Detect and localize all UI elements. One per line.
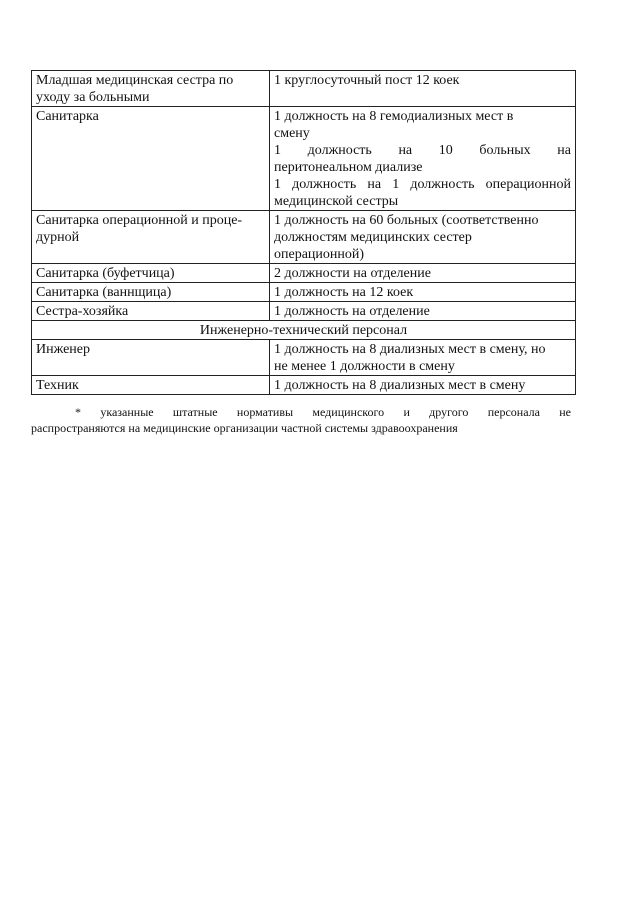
table-row — [32, 107, 576, 211]
footnote-line: распространяются на медицинские организации частной системы здравоохранения — [31, 421, 458, 435]
norm-cell — [270, 264, 576, 283]
position-cell — [32, 376, 270, 395]
position-text: дурной — [36, 230, 80, 245]
position-cell — [32, 71, 270, 107]
section-header: Инженерно-технический персонал — [32, 321, 576, 340]
norm-text: 1 должность на 8 диализных мест в смену — [274, 378, 526, 393]
table-row — [32, 302, 576, 321]
position-cell — [32, 283, 270, 302]
position-text: Младшая медицинская сестра по — [36, 73, 234, 88]
position-text: уходу за больными — [36, 90, 150, 105]
norm-cell — [270, 211, 576, 264]
position-text: Техник — [36, 378, 79, 393]
position-cell — [32, 264, 270, 283]
norm-cell — [270, 107, 576, 211]
footnote — [31, 404, 571, 436]
position-text: Санитарка — [36, 109, 99, 124]
norm-cell — [270, 376, 576, 395]
table-row — [32, 211, 576, 264]
norm-text: смену — [274, 126, 310, 141]
norm-text: 1 должность на 12 коек — [274, 285, 414, 300]
norm-text: 1 должность на отделение — [274, 304, 430, 319]
position-cell — [32, 211, 270, 264]
norm-text: перитонеальном диализе — [274, 160, 423, 175]
position-text: Санитарка (буфетчица) — [36, 266, 175, 281]
table-row — [32, 264, 576, 283]
position-text: Санитарка (ваннщица) — [36, 285, 172, 300]
position-text: Санитарка операционной и проце- — [36, 213, 243, 228]
norm-text: должностям медицинских сестер — [274, 230, 472, 245]
norm-text: 1 должность на 60 больных (соответственно — [274, 213, 539, 228]
norm-text: медицинской сестры — [274, 194, 399, 209]
position-cell — [32, 302, 270, 321]
table-row — [32, 71, 576, 107]
norm-text: операционной) — [274, 247, 365, 262]
section-header-row — [32, 321, 576, 340]
position-text: Инженер — [36, 342, 91, 357]
table-row — [32, 283, 576, 302]
table-row — [32, 340, 576, 376]
staffing-table — [31, 70, 576, 395]
norm-cell — [270, 283, 576, 302]
norm-text: 2 должности на отделение — [274, 266, 431, 281]
norm-text: 1 должность на 1 должность операционной — [274, 177, 571, 192]
table-row — [32, 376, 576, 395]
norm-cell — [270, 71, 576, 107]
footnote-line: * указанные штатные нормативы медицинского и другого персонала не — [75, 405, 571, 419]
position-text: Сестра-хозяйка — [36, 304, 129, 319]
norm-text: 1 должность на 8 диализных мест в смену, но — [274, 342, 546, 357]
norm-cell — [270, 302, 576, 321]
norm-text: не менее 1 должности в смену — [274, 359, 455, 374]
norm-text: 1 круглосуточный пост 12 коек — [274, 73, 460, 88]
norm-text: 1 должность на 8 гемодиализных мест в — [274, 109, 514, 124]
norm-cell — [270, 340, 576, 376]
position-cell — [32, 340, 270, 376]
norm-text: 1 должность на 10 больных на — [274, 143, 571, 158]
position-cell — [32, 107, 270, 211]
